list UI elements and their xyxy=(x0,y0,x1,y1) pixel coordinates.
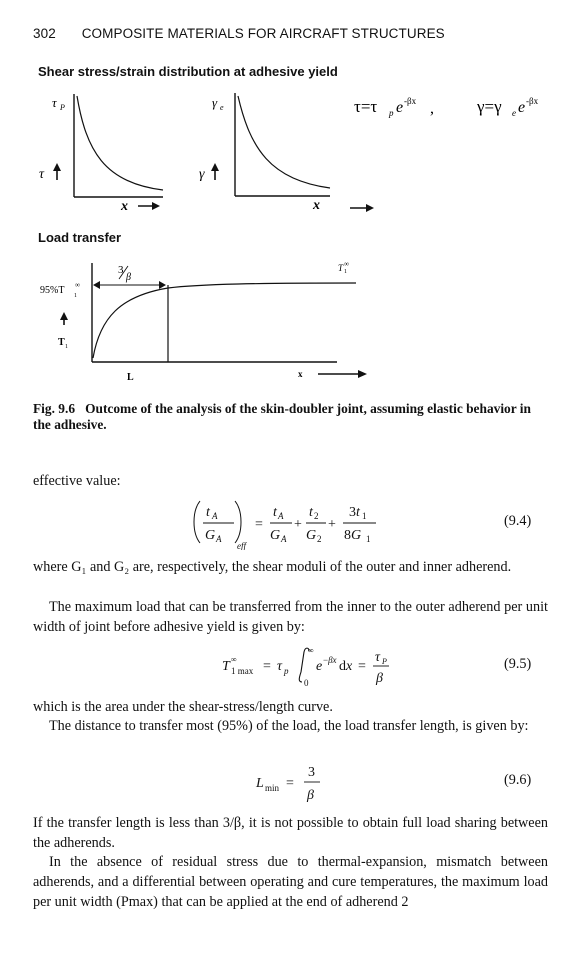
frac-numerator: 3 xyxy=(118,264,124,276)
figure-caption xyxy=(33,401,548,433)
plot1-xaxis-label: x xyxy=(121,199,128,214)
equation-gamma xyxy=(476,96,539,118)
svg-text:=: = xyxy=(358,659,366,674)
svg-text:β: β xyxy=(376,671,383,686)
paragraph-3: which is the area under the shear-stress/length curve. xyxy=(33,699,333,715)
svg-text:A: A xyxy=(281,534,287,544)
plot-shear-stress xyxy=(39,94,163,214)
label-95-percent: 95%T xyxy=(40,285,65,296)
right-label-t: T xyxy=(338,263,344,273)
svg-text:∞: ∞ xyxy=(308,646,314,655)
svg-text:=: = xyxy=(263,659,271,674)
svg-text:A: A xyxy=(278,511,284,521)
load-yaxis-sub: 1 xyxy=(65,344,68,350)
svg-text:−βx: −βx xyxy=(323,655,337,665)
text-effective-value: effective value: xyxy=(33,473,121,489)
svg-text:t: t xyxy=(206,505,210,520)
eq-gamma-exp: -βx xyxy=(526,96,539,106)
paragraph-4: The distance to transfer most (95%) of the load, the load transfer length, is given by: xyxy=(49,718,529,734)
svg-text:A: A xyxy=(216,534,222,544)
load-up-arrow-icon xyxy=(60,312,68,325)
label-95-sup: ∞ xyxy=(75,281,80,289)
plot-load-transfer xyxy=(40,260,367,383)
page-number: 302 xyxy=(33,26,56,41)
equation-9-6 xyxy=(254,760,344,806)
plot1-ylabel-top: τ xyxy=(52,95,57,110)
paragraph-5: If the transfer length is less than 3/β, it is not possible to obtain full load sharing between the adherends. xyxy=(33,815,548,851)
plot1-ylabel-top-sub: P xyxy=(60,103,65,112)
load-right-arrow-icon xyxy=(318,370,367,378)
svg-text:T: T xyxy=(222,659,230,674)
svg-text:L: L xyxy=(256,776,264,791)
figure-diagram xyxy=(0,0,575,400)
eq-tau-exp: -βx xyxy=(404,96,417,106)
eq-9-4-number: (9.4) xyxy=(504,513,532,529)
right-label-sub: 1 xyxy=(344,269,347,275)
paragraph-2: The maximum load that can be transferred from the inner to the outer adherend per unit width of joint before adhesive yield is given by: xyxy=(33,599,548,635)
eq-9-6-number: (9.6) xyxy=(504,772,532,788)
load-yaxis-label: T xyxy=(58,337,65,348)
svg-text:1: 1 xyxy=(366,534,371,544)
svg-text:G: G xyxy=(306,528,317,543)
svg-text:1: 1 xyxy=(362,511,367,521)
plot2-ylabel-top: γ xyxy=(212,95,218,110)
svg-text:2: 2 xyxy=(317,534,322,544)
eq-gamma-e: e xyxy=(518,99,526,116)
eq-tau-e: e xyxy=(396,99,404,116)
paragraph-6: In the absence of residual stress due to thermal-expansion, mismatch between adherends, and a differential between operating and cure temperatures, the maximum load per unit width (Pmax) that can be applied at the end of adherend 2 xyxy=(33,854,548,910)
svg-text:3: 3 xyxy=(308,765,315,780)
plot2-yaxis-label: γ xyxy=(199,167,205,182)
running-title: COMPOSITE MATERIALS FOR AIRCRAFT STRUCTURES xyxy=(81,26,445,41)
eq-9-5-number: (9.5) xyxy=(504,656,532,672)
svg-text:2: 2 xyxy=(314,511,319,521)
figure-subtitle-shear: Shear stress/strain distribution at adhesive yield xyxy=(38,64,338,79)
plot1-up-arrow-icon xyxy=(53,163,61,180)
eq-tau-sub: p xyxy=(389,108,394,118)
label-95-sub: 1 xyxy=(74,293,77,299)
svg-text:8G: 8G xyxy=(344,528,362,543)
svg-text:τ: τ xyxy=(277,659,283,674)
svg-text:t: t xyxy=(273,505,277,520)
eq-comma: , xyxy=(430,100,434,117)
plot2-ylabel-top-sub: e xyxy=(220,103,224,112)
plot1-yaxis-label: τ xyxy=(39,167,45,182)
plot2-right-arrow-icon xyxy=(350,204,374,212)
svg-text:dx: dx xyxy=(339,659,353,674)
right-label-sup: ∞ xyxy=(344,260,349,268)
load-x-L: L xyxy=(127,372,134,383)
svg-text:τ: τ xyxy=(375,650,381,665)
svg-text:eff: eff xyxy=(237,541,246,550)
equation-9-4 xyxy=(190,496,390,550)
svg-text:∞: ∞ xyxy=(231,655,237,664)
eq-gamma-sub: e xyxy=(512,108,516,118)
svg-text:P: P xyxy=(382,657,387,666)
svg-text:+: + xyxy=(294,517,302,532)
caption-label: Fig. 9.6 xyxy=(33,401,76,416)
frac-denominator: β xyxy=(126,272,131,283)
caption-text: Outcome of the analysis of the skin-doubler joint, assuming elastic behavior in the adhesive. xyxy=(33,401,531,432)
plot2-xaxis-label: x xyxy=(313,198,320,213)
equation-tau xyxy=(354,96,434,118)
svg-text:=: = xyxy=(255,517,263,532)
svg-text:min: min xyxy=(265,783,280,793)
plot-shear-strain xyxy=(199,93,374,213)
svg-text:t: t xyxy=(309,505,313,520)
svg-text:G: G xyxy=(205,528,216,543)
plot2-up-arrow-icon xyxy=(211,163,219,180)
svg-text:+: + xyxy=(328,517,336,532)
eq-tau-main: τ=τ xyxy=(354,97,378,116)
svg-text:p: p xyxy=(284,666,289,676)
svg-text:0: 0 xyxy=(304,678,309,688)
eq-gamma-main: γ=γ xyxy=(477,97,502,116)
svg-text:G: G xyxy=(270,528,281,543)
svg-text:A: A xyxy=(212,511,218,521)
svg-text:β: β xyxy=(307,788,314,803)
figure-subtitle-load: Load transfer xyxy=(38,230,122,245)
equation-9-5 xyxy=(220,642,390,690)
paragraph-1: where G₁ and G₂ are, respectively, the shear moduli of the outer and inner adherend. xyxy=(33,559,512,575)
plot1-right-arrow-icon xyxy=(138,202,160,210)
svg-text:3t: 3t xyxy=(349,505,360,520)
load-x-x: x xyxy=(298,369,303,379)
svg-text:1 max: 1 max xyxy=(231,666,254,676)
svg-text:=: = xyxy=(286,776,294,791)
svg-text:e: e xyxy=(316,659,323,674)
